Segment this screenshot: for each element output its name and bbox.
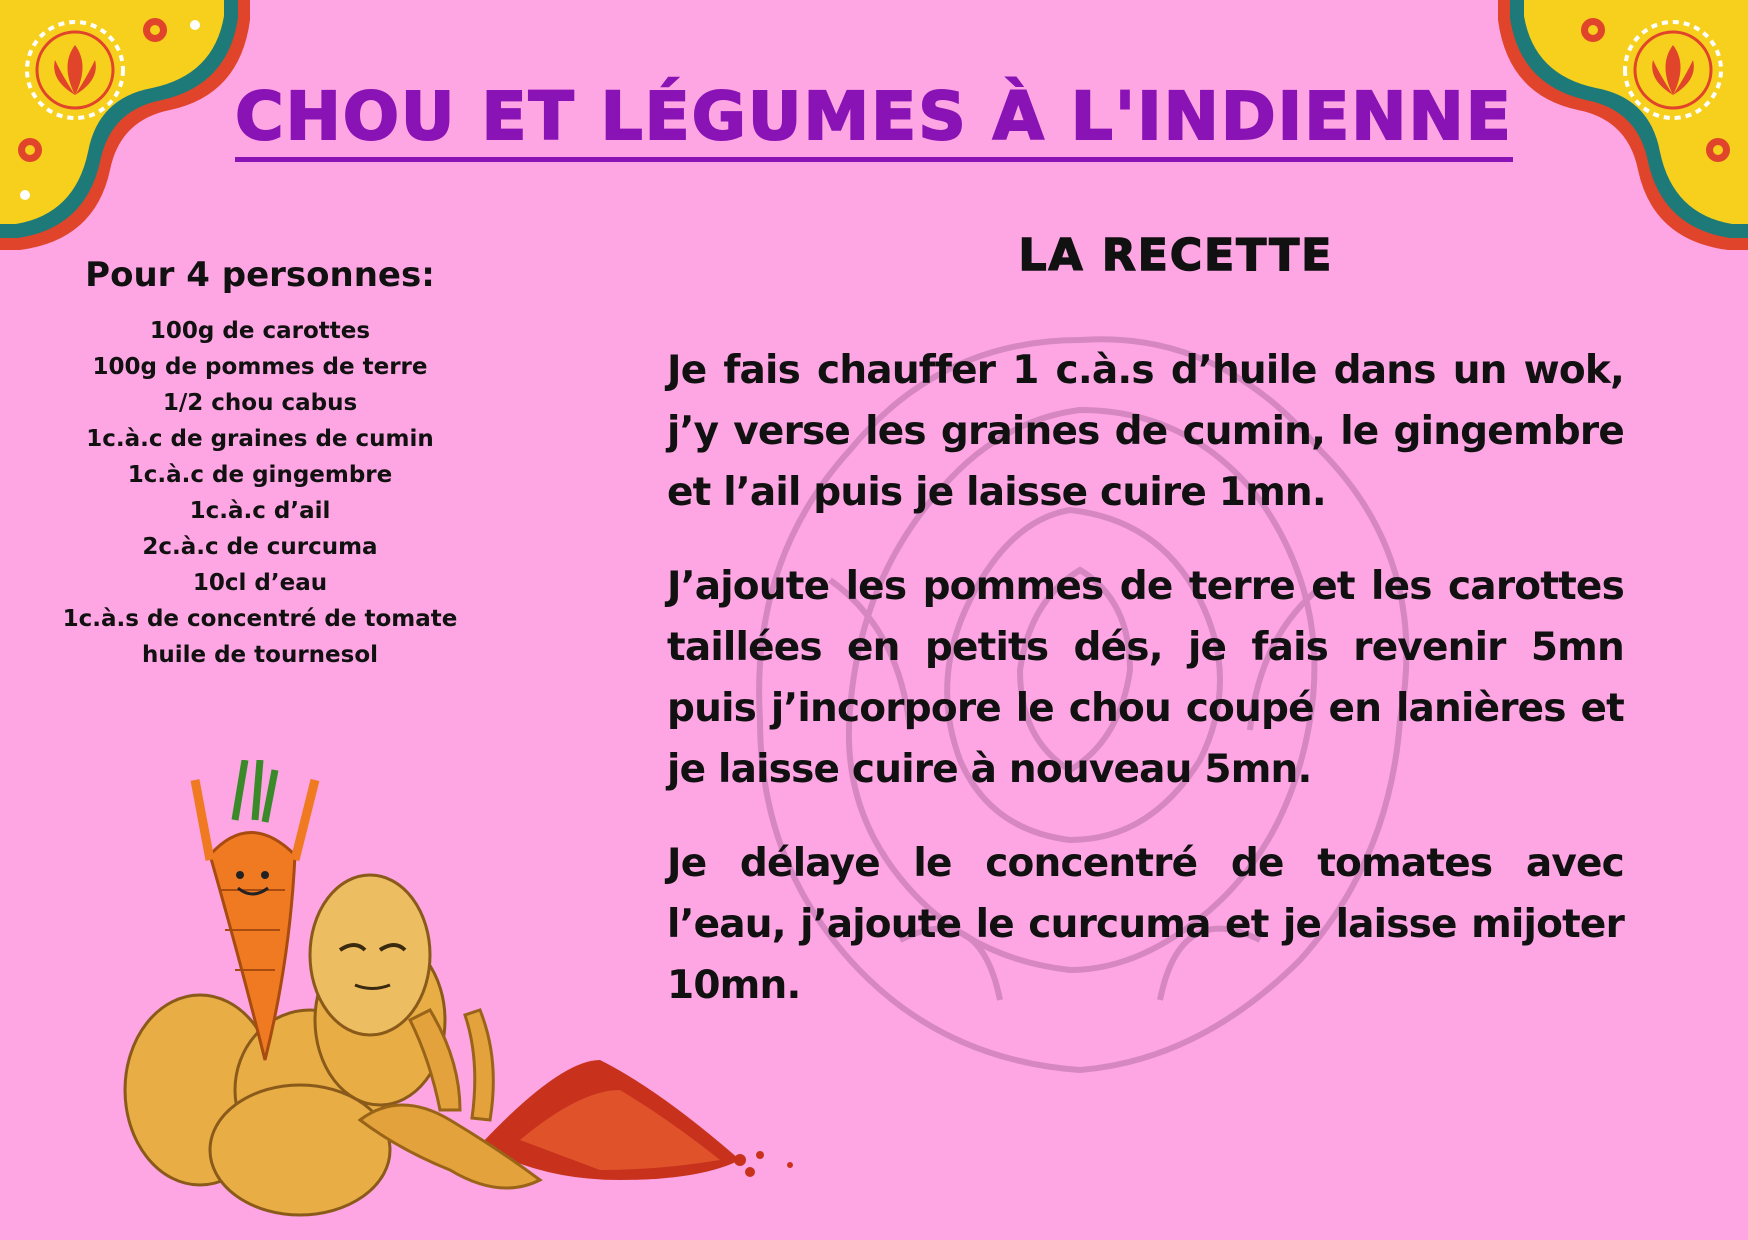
ingredient-item: 10cl d’eau — [192, 570, 328, 596]
ingredient-item: 2c.à.c de curcuma — [142, 534, 378, 560]
potato-character-illustration — [310, 875, 430, 1035]
page-title — [0, 78, 1748, 155]
ingredients-heading: Pour 4 personnes: — [85, 255, 435, 295]
ingredient-item: 100g de carottes — [149, 318, 371, 344]
ingredient-item: 1c.à.c d’ail — [189, 498, 331, 524]
page-title-text: CHOU ET LÉGUMES À L'INDIENNE — [235, 78, 1513, 162]
ingredients-panel — [40, 255, 480, 673]
ingredient-item: 100g de pommes de terre — [92, 354, 428, 380]
ingredient-item: 1/2 chou cabus — [162, 390, 358, 416]
ingredient-item: huile de tournesol — [141, 642, 379, 668]
recipe-step: Je délaye le concentré de tomates avec l’eau, j’ajoute le curcuma et je laisse mijoter 10mn. — [667, 841, 1624, 1008]
ingredient-item: 1c.à.c de gingembre — [127, 462, 393, 488]
ingredient-item: 1c.à.c de graines de cumin — [86, 426, 434, 452]
spice-pile-illustration — [480, 1060, 793, 1180]
recipe-heading-text: LA RECETTE — [1018, 230, 1334, 281]
recipe-step: J’ajoute les pommes de terre et les carottes taillées en petits dés, je fais revenir 5mn puis j’incorpore le chou coupé en lanières et je laisse cuire à nouveau 5mn. — [667, 564, 1624, 792]
vegetables-illustration — [100, 760, 820, 1230]
recipe-heading — [680, 230, 1748, 281]
ingredients-list — [40, 313, 480, 673]
recipe-step: Je fais chauffer 1 c.à.s d’huile dans un wok, j’y verse les graines de cumin, le gingembre et l’ail puis je laisse cuire 1mn. — [667, 348, 1624, 515]
ingredient-item: 1c.à.s de concentré de tomate — [62, 606, 458, 632]
